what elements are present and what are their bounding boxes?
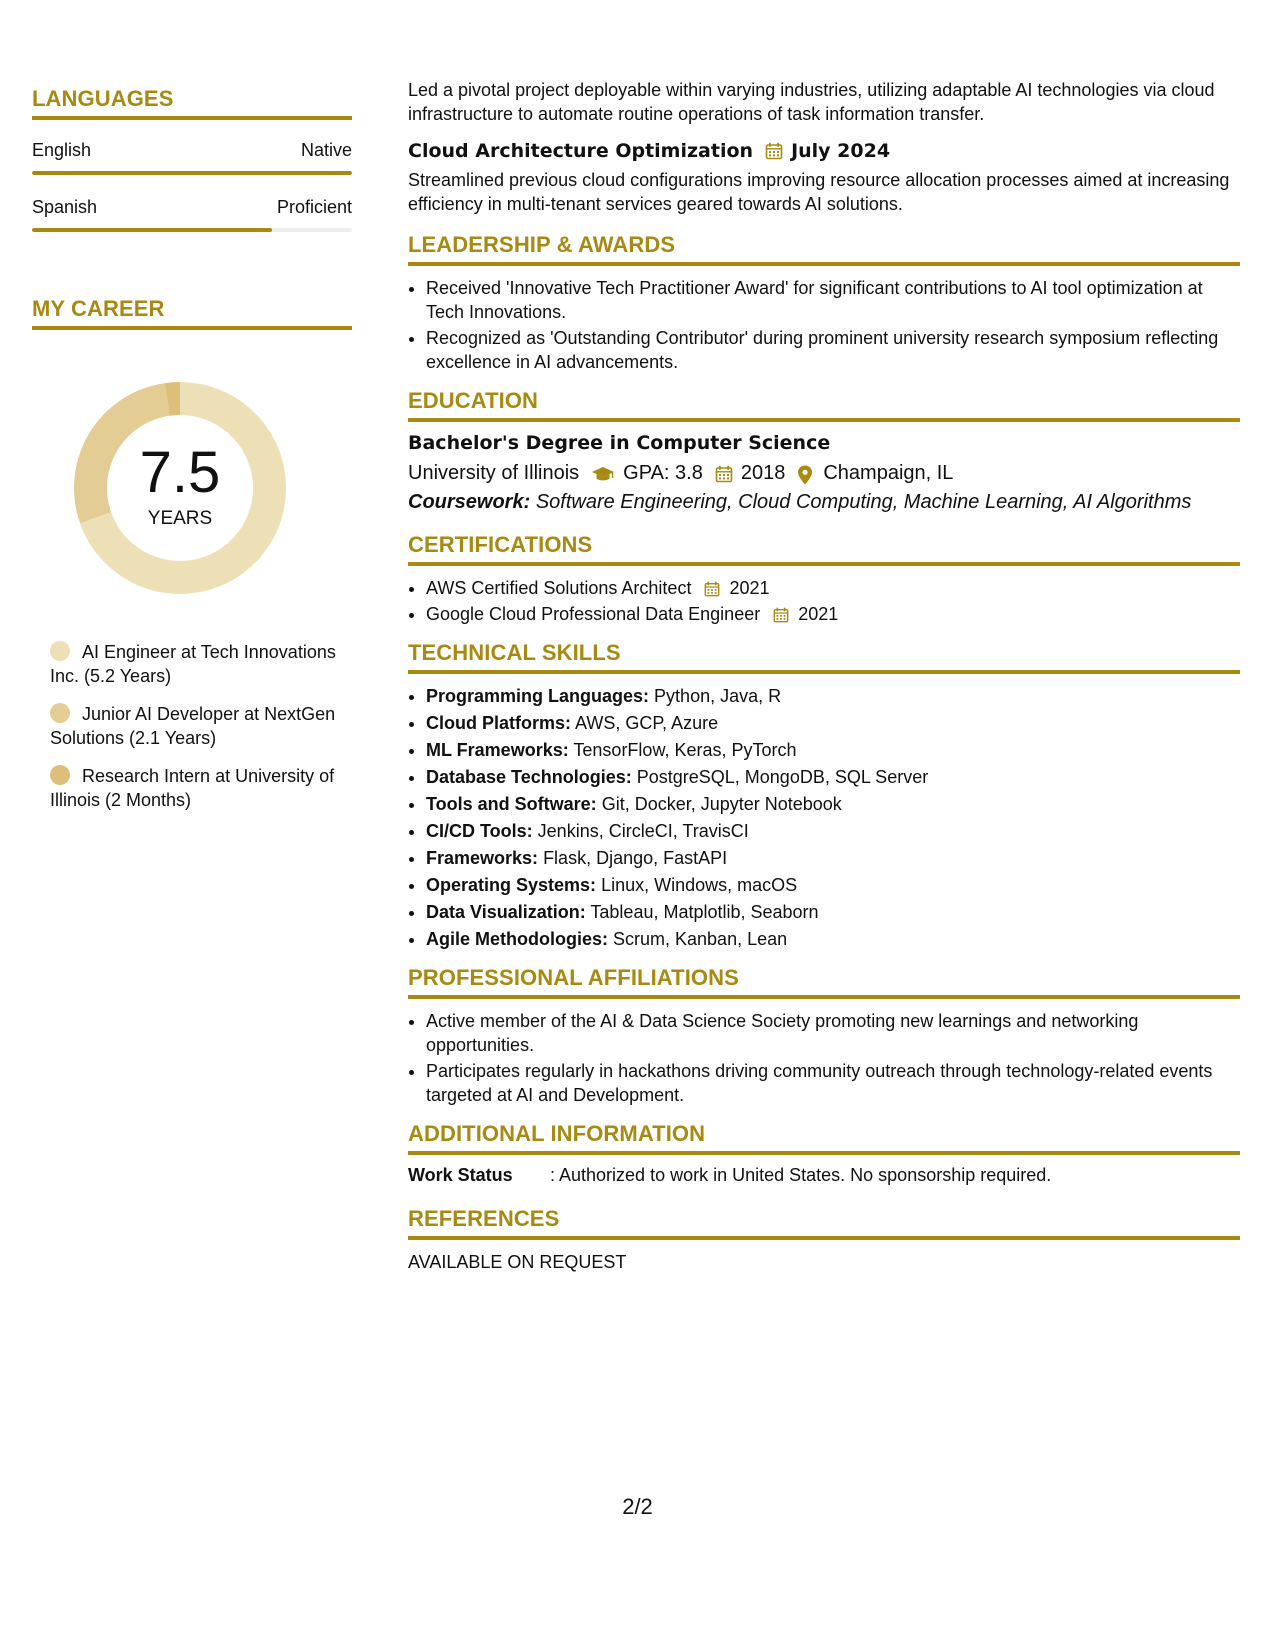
certification-name: Google Cloud Professional Data Engineer (426, 604, 761, 624)
education-degree: Bachelor's Degree in Computer Science (408, 432, 831, 454)
skills-heading: TECHNICAL SKILLS (408, 640, 1240, 674)
right-column (408, 78, 1240, 1274)
skill-value: Linux, Windows, macOS (601, 875, 798, 895)
languages-heading: LANGUAGES (32, 86, 352, 120)
language-proficiency-bar (32, 171, 352, 175)
references-heading: REFERENCES (408, 1206, 1240, 1240)
additional-info-heading: ADDITIONAL INFORMATION (408, 1121, 1240, 1155)
education-school: University of Illinois (408, 462, 580, 484)
leadership-item: • Received 'Innovative Tech Practitioner Award' for significant contributions to AI tool optimization at Tech Innovations. (426, 276, 1240, 324)
language-proficiency-fill (32, 228, 272, 232)
skill-label: Cloud Platforms: (426, 713, 572, 733)
affiliations-list (408, 1009, 1240, 1107)
education-gpa: GPA: 3.8 (623, 462, 703, 484)
career-role-label: AI Engineer at Tech Innovations Inc. (5.2 Years) (50, 642, 336, 686)
language-level: Proficient (276, 197, 352, 217)
skills-list (408, 684, 1240, 951)
skill-item (426, 738, 1240, 762)
coursework-list: Software Engineering, Cloud Computing, Machine Learning, AI Algorithms (535, 491, 1192, 513)
skill-value: AWS, GCP, Azure (575, 713, 719, 733)
education-year: 2018 (740, 462, 786, 484)
career-legend (50, 640, 340, 812)
calendar-icon (773, 605, 791, 623)
work-status-value: : Authorized to work in United States. No sponsorship required. (550, 1165, 1052, 1185)
language-level: Native (300, 140, 352, 160)
education-heading: EDUCATION (408, 388, 1240, 422)
left-column (32, 86, 352, 826)
certifications-list (408, 576, 1240, 626)
affiliation-item: • Active member of the AI & Data Science Society promoting new learnings and networking opportunities. (426, 1009, 1240, 1057)
affiliation-item: • Participates regularly in hackathons driving community outreach through technology-related events targeted at AI and Development. (426, 1059, 1240, 1107)
skill-item (426, 819, 1240, 843)
language-name: Spanish (32, 197, 98, 217)
skill-item (426, 927, 1240, 951)
skill-label: Tools and Software: (426, 794, 597, 814)
language-proficiency-bar (32, 228, 352, 232)
skill-label: Operating Systems: (426, 875, 597, 895)
career-unit-label: YEARS (147, 508, 213, 529)
certification-year: 2021 (729, 578, 770, 598)
skill-label: Programming Languages: (426, 686, 650, 706)
skill-value: Python, Java, R (654, 686, 782, 706)
skill-item (426, 873, 1240, 897)
skill-item (426, 846, 1240, 870)
career-legend-item (50, 702, 340, 750)
career-legend-item (50, 764, 340, 812)
references-text: AVAILABLE ON REQUEST (408, 1252, 627, 1272)
work-status-label: Work Status (408, 1165, 513, 1185)
coursework-label: Coursework: (408, 491, 531, 513)
calendar-icon (704, 579, 722, 597)
leadership-list (408, 276, 1240, 374)
education-location: Champaign, IL (823, 462, 954, 484)
career-donut-chart (66, 374, 294, 602)
skill-item (426, 792, 1240, 816)
certification-item (426, 576, 1240, 600)
project-title: Cloud Architecture Optimization (408, 140, 754, 162)
certification-name: AWS Certified Solutions Architect (426, 578, 692, 598)
skill-value: Git, Docker, Jupyter Notebook (601, 794, 842, 814)
skill-label: ML Frameworks: (426, 740, 569, 760)
language-name: English (32, 140, 92, 160)
skill-value: TensorFlow, Keras, PyTorch (573, 740, 797, 760)
career-role-label: Research Intern at University of Illinois (2 Months) (50, 766, 335, 810)
legend-dot (50, 765, 70, 785)
skill-label: Data Visualization: (426, 902, 586, 922)
page-number: 2/2 (622, 1494, 653, 1519)
skill-value: Tableau, Matplotlib, Seaborn (590, 902, 819, 922)
skill-label: Agile Methodologies: (426, 929, 608, 949)
career-legend-item (50, 640, 340, 688)
language-item (32, 140, 352, 175)
project-title-row (408, 140, 1240, 162)
certification-year: 2021 (798, 604, 839, 624)
calendar-icon (715, 465, 733, 483)
project-date: July 2024 (791, 140, 891, 162)
skill-item (426, 684, 1240, 708)
language-proficiency-fill (32, 171, 352, 175)
education-details (408, 462, 1240, 485)
leadership-heading: LEADERSHIP & AWARDS (408, 232, 1240, 266)
calendar-icon (765, 142, 783, 160)
project-description: Streamlined previous cloud configurations improving resource allocation processes aimed at increasing efficiency in multi-tenant services geared towards AI solutions. (408, 170, 1230, 214)
graduation-cap-icon (591, 465, 615, 483)
skill-item (426, 900, 1240, 924)
legend-dot (50, 703, 70, 723)
skill-item (426, 765, 1240, 789)
affiliations-heading: PROFESSIONAL AFFILIATIONS (408, 965, 1240, 999)
skill-label: CI/CD Tools: (426, 821, 533, 841)
skill-value: Flask, Django, FastAPI (543, 848, 728, 868)
certifications-heading: CERTIFICATIONS (408, 532, 1240, 566)
career-heading: MY CAREER (32, 296, 352, 330)
language-item (32, 197, 352, 232)
education-coursework (408, 491, 1240, 514)
leadership-item: • Recognized as 'Outstanding Contributor' during prominent university research symposium reflecting excellence in AI advancements. (426, 326, 1240, 374)
certification-item (426, 602, 1240, 626)
project-intro-text: Led a pivotal project deployable within varying industries, utilizing adaptable AI technologies via cloud infrastructure to automate routine operations of task information transfer. (408, 80, 1215, 124)
skill-item (426, 711, 1240, 735)
skill-label: Frameworks: (426, 848, 539, 868)
map-pin-icon (797, 465, 815, 483)
career-role-label: Junior AI Developer at NextGen Solutions (2.1 Years) (50, 704, 336, 748)
skill-label: Database Technologies: (426, 767, 632, 787)
career-total-years: 7.5 (139, 440, 221, 505)
skill-value: Jenkins, CircleCI, TravisCI (537, 821, 749, 841)
legend-dot (50, 641, 70, 661)
skill-value: PostgreSQL, MongoDB, SQL Server (636, 767, 929, 787)
work-status-row (408, 1165, 1240, 1186)
skill-value: Scrum, Kanban, Lean (613, 929, 788, 949)
